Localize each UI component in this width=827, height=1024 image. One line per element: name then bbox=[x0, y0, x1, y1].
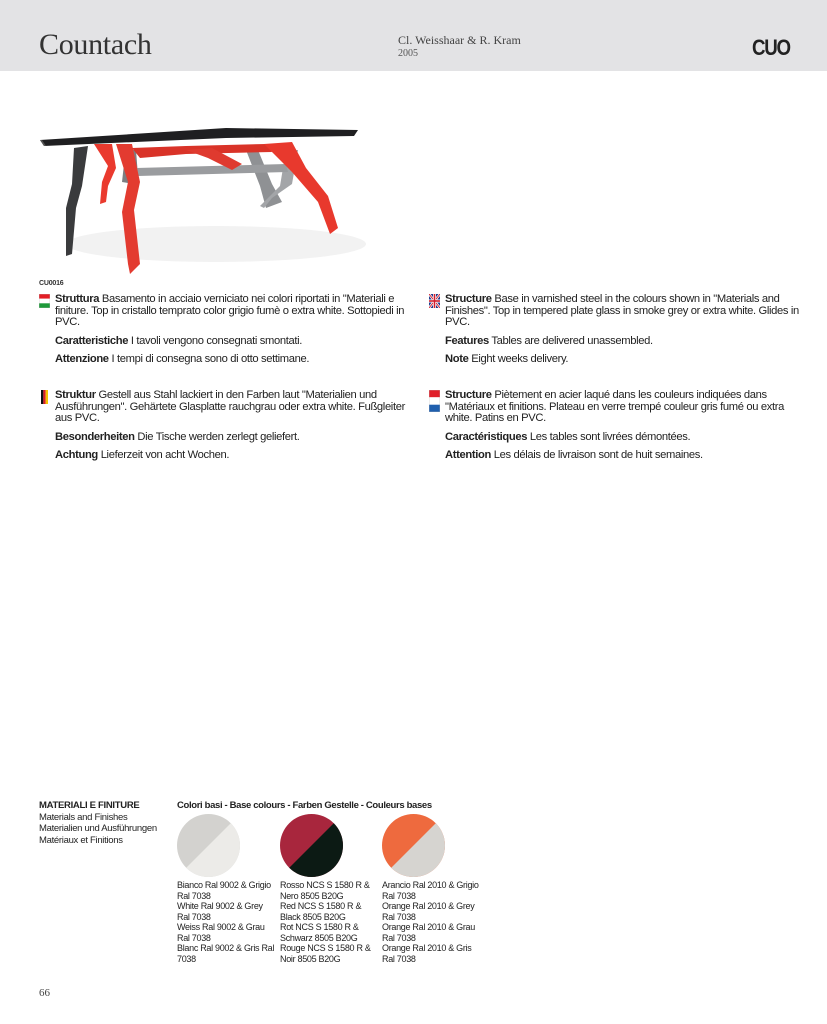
swatch-1-label bbox=[177, 880, 277, 964]
french-flag-icon bbox=[429, 390, 440, 412]
table-photo bbox=[36, 124, 366, 280]
it-features-text: I tavoli vengono consegnati smontati. bbox=[130, 334, 303, 347]
swatch-3-line-en: Orange Ral 2010 & Grey Ral 7038 bbox=[382, 901, 475, 922]
materials-subheading-fr: Matériaux et Finitions bbox=[39, 834, 123, 846]
de-features-label: Besonderheiten bbox=[55, 430, 135, 443]
swatch-2-label bbox=[280, 880, 380, 964]
materials-heading: MATERIALI E FINITURE bbox=[39, 800, 140, 811]
italian-flag-icon bbox=[39, 294, 50, 308]
materials-heading-block bbox=[39, 800, 157, 846]
swatch-3-line-fr: Orange Ral 2010 & Gris Ral 7038 bbox=[382, 943, 472, 964]
en-structure-text: Base in varnished steel in the colours shown in "Materials and Finishes". Top in tempered plate glass in smoke grey or extra white. Glides in PVC. bbox=[445, 293, 799, 328]
page-number: 66 bbox=[39, 987, 50, 999]
it-note-label: Attenzione bbox=[55, 353, 109, 365]
materials-subheading-de: Materialien und Ausführungen bbox=[39, 823, 157, 834]
white-grey-swatch bbox=[177, 814, 240, 877]
fr-features-label: Caractéristiques bbox=[445, 430, 528, 443]
swatch-2-line-de: Rot NCS S 1580 R & Schwarz 8505 B20G bbox=[280, 922, 359, 943]
swatch-2-line-it: Rosso NCS S 1580 R & Nero 8505 B20G bbox=[280, 880, 370, 901]
collection-code: CUO bbox=[752, 35, 790, 60]
it-features-label: Caratteristiche bbox=[55, 334, 129, 347]
fr-features-text: Les tables sont livrées démontées. bbox=[529, 430, 691, 443]
swatch-1-line-en: White Ral 9002 & Grey Ral 7038 bbox=[177, 901, 263, 922]
it-note-text: I tempi di consegna sono di otto settimane. bbox=[111, 353, 310, 365]
fr-structure-label: Structure bbox=[445, 389, 492, 401]
swatch-3-line-it: Arancio Ral 2010 & Grigio Ral 7038 bbox=[382, 880, 479, 901]
de-features-text: Die Tische werden zerlegt geliefert. bbox=[137, 430, 300, 443]
de-structure-label: Struktur bbox=[55, 389, 96, 401]
swatch-1-line-it: Bianco Ral 9002 & Grigio Ral 7038 bbox=[177, 880, 271, 901]
de-note-label: Achtung bbox=[55, 449, 98, 461]
fr-note-text: Les délais de livraison sont de huit semaines. bbox=[493, 449, 703, 461]
swatch-1-line-de: Weiss Ral 9002 & Grau Ral 7038 bbox=[177, 922, 265, 943]
fr-structure-text: Piètement en acier laqué dans les couleurs indiquées dans "Matériaux et finitions. Plateau en verre trempé couleur gris fumé ou extra white. Patins en PVC. bbox=[445, 389, 785, 424]
italian-description bbox=[55, 294, 415, 373]
en-note-text: Eight weeks delivery. bbox=[471, 353, 569, 365]
product-code: CU0016 bbox=[39, 280, 64, 287]
design-year: 2005 bbox=[398, 48, 418, 59]
uk-flag-icon bbox=[429, 294, 440, 308]
it-structure-label: Struttura bbox=[55, 293, 100, 305]
base-colours-title: Colori basi - Base colours - Farben Gestelle - Couleurs bases bbox=[177, 800, 432, 811]
en-structure-label: Structure bbox=[445, 293, 492, 305]
swatch-3-label bbox=[382, 880, 482, 964]
swatch-2-line-fr: Rouge NCS S 1580 R & Noir 8505 B20G bbox=[280, 943, 371, 964]
swatch-3-line-de: Orange Ral 2010 & Grau Ral 7038 bbox=[382, 922, 475, 943]
orange-grey-swatch bbox=[382, 814, 445, 877]
fr-note-label: Attention bbox=[445, 449, 491, 461]
french-description bbox=[445, 390, 810, 469]
de-note-text: Lieferzeit von acht Wochen. bbox=[100, 449, 230, 461]
header-bar bbox=[0, 0, 827, 71]
designer-name: Cl. Weisshaar & R. Kram bbox=[398, 33, 521, 47]
german-flag-icon bbox=[39, 390, 50, 404]
red-black-swatch bbox=[280, 814, 343, 877]
de-structure-text: Gestell aus Stahl lackiert in den Farben laut "Materialien und Ausführungen". Gehärtete Glasplatte rauchgrau oder extra white. Fußgleiter aus PVC. bbox=[55, 389, 405, 424]
swatch-1-line-fr: Blanc Ral 9002 & Gris Ral 7038 bbox=[177, 943, 275, 964]
en-features-label: Features bbox=[445, 334, 489, 347]
it-structure-text: Basamento in acciaio verniciato nei colori riportati in "Materiali e finiture. Top in cristallo temprato color grigio fumè o extra white. Sottopiedi in PVC. bbox=[55, 293, 405, 328]
en-features-text: Tables are delivered unassembled. bbox=[491, 334, 653, 347]
english-description bbox=[445, 294, 810, 373]
en-note-label: Note bbox=[445, 353, 469, 365]
swatch-2-line-en: Red NCS S 1580 R & Black 8505 B20G bbox=[280, 901, 362, 922]
german-description bbox=[55, 390, 415, 469]
materials-subheading-en: Materials and Finishes bbox=[39, 811, 128, 823]
product-title: Countach bbox=[39, 28, 152, 61]
